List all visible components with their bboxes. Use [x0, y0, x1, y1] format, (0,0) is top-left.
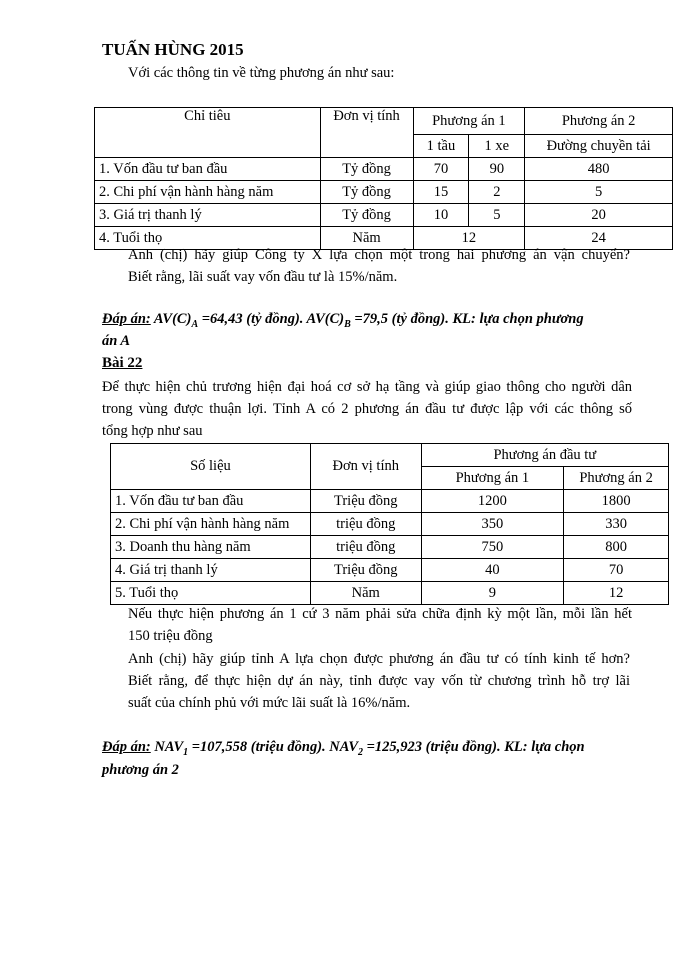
row-label: 3. Doanh thu hàng năm — [111, 536, 311, 559]
cell-truck: 90 — [469, 158, 525, 181]
options-table — [94, 107, 673, 250]
answer1-sub2: B — [344, 318, 351, 330]
header-unit: Đơn vị tính — [310, 444, 421, 490]
row-unit: Năm — [310, 582, 421, 605]
cell-ship: 10 — [413, 204, 469, 227]
answer2-line2: phương án 2 — [102, 762, 179, 778]
table-row — [95, 181, 673, 204]
question2-line3: Anh (chị) hãy giúp tỉnh A lựa chọn được phương án đầu tư có tính kinh tế hơn? — [128, 651, 630, 667]
row-unit: triệu đồng — [310, 536, 421, 559]
cell-option2: 800 — [564, 536, 669, 559]
cell-cable: 480 — [525, 158, 673, 181]
answer1-part3: =79,5 (tỷ đồng). KL: lựa chọn phương — [350, 311, 584, 327]
row-unit: Tỷ đồng — [320, 204, 413, 227]
answer1-part1: AV(C) — [150, 311, 192, 327]
cell-truck: 5 — [469, 204, 525, 227]
header-unit: Đơn vị tính — [320, 108, 413, 158]
answer2-sub2: 2 — [358, 746, 364, 758]
header-option2: Phương án 2 — [564, 467, 669, 490]
table-row — [111, 490, 669, 513]
cell-cable: 20 — [525, 204, 673, 227]
question2-line2: 150 triệu đồng — [128, 628, 213, 644]
header-option2: Phương án 2 — [525, 108, 673, 135]
header-indicator: Chỉ tiêu — [95, 108, 321, 158]
cell-option1: 1200 — [421, 490, 564, 513]
row-unit: Tỷ đồng — [320, 158, 413, 181]
table-row — [95, 204, 673, 227]
question2-line1: Nếu thực hiện phương án 1 cứ 3 năm phải sửa chữa định kỳ một lần, mỗi lần hết — [128, 606, 632, 622]
row-unit: Năm — [320, 227, 413, 250]
row-label: 2. Chi phí vận hành hàng năm — [95, 181, 321, 204]
exercise-line2: trong vùng được thuận lợi. Tỉnh A có 2 phương án đầu tư được lập với các thông số — [102, 401, 632, 417]
question2-line5: suất của chính phủ với mức lãi suất là 16%/năm. — [128, 695, 411, 711]
table-row — [111, 536, 669, 559]
cell-option1: 9 — [421, 582, 564, 605]
exercise-line3: tổng hợp như sau — [102, 423, 203, 439]
intro-text: Với các thông tin về từng phương án như sau: — [128, 65, 395, 81]
table-row — [111, 559, 669, 582]
subheader-cable: Đường chuyền tải — [525, 135, 673, 158]
row-label: 4. Tuổi thọ — [95, 227, 321, 250]
header-group: Phương án đầu tư — [421, 444, 668, 467]
answer1-sub1: A — [191, 318, 199, 330]
cell-option2: 70 — [564, 559, 669, 582]
question1-line2: Biết rằng, lãi suất vay vốn đầu tư là 15%/năm. — [128, 269, 398, 285]
investment-table — [110, 443, 669, 605]
cell-option1: 40 — [421, 559, 564, 582]
table-row — [111, 582, 669, 605]
row-label: 2. Chi phí vận hành hàng năm — [111, 513, 311, 536]
row-unit: Triệu đồng — [310, 490, 421, 513]
cell-ship: 15 — [413, 181, 469, 204]
row-label: 1. Vốn đầu tư ban đầu — [95, 158, 321, 181]
answer1-label: Đáp án: — [102, 311, 151, 327]
subheader-truck: 1 xe — [469, 135, 525, 158]
answer2-label: Đáp án: — [102, 739, 151, 755]
cell-cable: 5 — [525, 181, 673, 204]
row-label: 1. Vốn đầu tư ban đầu — [111, 490, 311, 513]
page-title: TUẤN HÙNG 2015 — [102, 40, 244, 59]
answer2-part2: =107,558 (triệu đồng). NAV — [188, 739, 359, 755]
question2-line4: Biết rằng, để thực hiện dự án này, tỉnh được vay vốn từ chương trình hỗ trợ lãi — [128, 673, 630, 689]
answer1-line2: án A — [102, 333, 131, 349]
exercise-title: Bài 22 — [102, 355, 143, 371]
answer2-sub1: 1 — [183, 746, 189, 758]
exercise-line1: Để thực hiện chủ trương hiện đại hoá cơ sở hạ tầng và giúp giao thông cho người dân — [102, 379, 632, 395]
row-label: 3. Giá trị thanh lý — [95, 204, 321, 227]
cell-option1: 350 — [421, 513, 564, 536]
answer2-part3: =125,923 (triệu đồng). KL: lựa chọn — [363, 739, 585, 755]
cell-truck: 2 — [469, 181, 525, 204]
header-option1: Phương án 1 — [413, 108, 525, 135]
cell-option2: 1800 — [564, 490, 669, 513]
subheader-ship: 1 tầu — [413, 135, 469, 158]
header-option1: Phương án 1 — [421, 467, 564, 490]
cell-option2: 330 — [564, 513, 669, 536]
table-row — [111, 513, 669, 536]
cell-ship: 70 — [413, 158, 469, 181]
cell-option2: 24 — [525, 227, 673, 250]
row-unit: Triệu đồng — [310, 559, 421, 582]
row-label: 5. Tuổi thọ — [111, 582, 311, 605]
header-data: Số liệu — [111, 444, 311, 490]
question1-line1: Anh (chị) hãy giúp Công ty X lựa chọn một trong hai phương án vận chuyển? — [128, 247, 630, 263]
answer2 — [102, 739, 585, 758]
answer1 — [102, 311, 584, 330]
answer1-part2: =64,43 (tỷ đồng). AV(C) — [198, 311, 345, 327]
cell-option1: 12 — [413, 227, 525, 250]
cell-option1: 750 — [421, 536, 564, 559]
cell-option2: 12 — [564, 582, 669, 605]
table-row — [95, 158, 673, 181]
row-unit: Tỷ đồng — [320, 181, 413, 204]
answer2-part1: NAV — [150, 739, 184, 755]
row-label: 4. Giá trị thanh lý — [111, 559, 311, 582]
row-unit: triệu đồng — [310, 513, 421, 536]
